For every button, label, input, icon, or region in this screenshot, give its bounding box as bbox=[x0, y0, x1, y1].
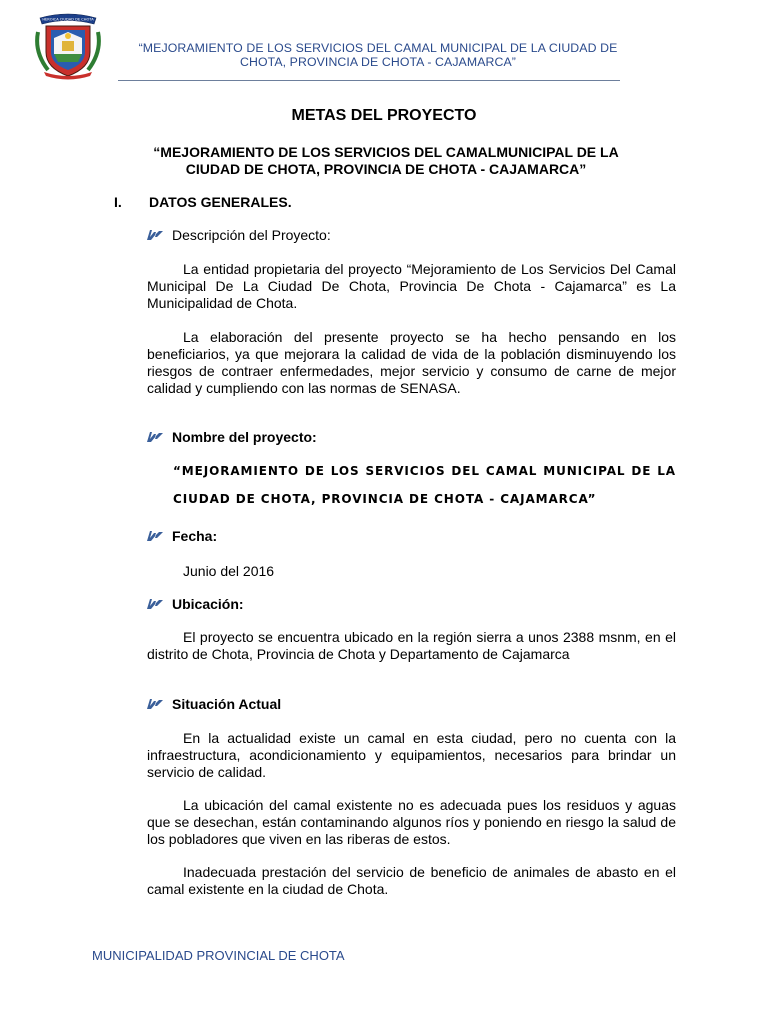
bullet-arrow-icon bbox=[146, 431, 164, 443]
situacion-paragraph-1: En la actualidad existe un camal en esta ciudad, pero no cuenta con la infraestructura, acondicionamiento y equipamientos, necesarios para brindar un servicio de calidad. bbox=[147, 730, 676, 780]
project-title bbox=[100, 144, 672, 178]
svg-text:HEROICA CIUDAD DE CHOTA: HEROICA CIUDAD DE CHOTA bbox=[42, 17, 94, 22]
running-header-line-1: “MEJORAMIENTO DE LOS SERVICIOS DEL CAMAL MUNICIPAL DE LA CIUDAD DE bbox=[138, 41, 618, 55]
running-header bbox=[118, 41, 638, 69]
descripcion-paragraph-1: La entidad propietaria del proyecto “Mejoramiento de Los Servicios Del Camal Municipal De La Ciudad De Chota, Provincia De Chota - Cajamarca” es La Municipalidad de Chota. bbox=[147, 261, 676, 311]
ubicacion-label: Ubicación: bbox=[172, 596, 244, 612]
document-title: METAS DEL PROYECTO bbox=[291, 107, 477, 124]
bullet-situacion bbox=[146, 696, 281, 712]
running-header-line-2: CHOTA, PROVINCIA DE CHOTA - CAJAMARCA” bbox=[240, 55, 516, 69]
bullet-fecha bbox=[146, 528, 217, 544]
nombre-value: “MEJORAMIENTO DE LOS SERVICIOS DEL CAMAL MUNICIPAL DE LA CIUDAD DE CHOTA, PROVINCIA DE CHOTA - CAJAMARCA” bbox=[173, 464, 676, 506]
municipal-coat-of-arms-logo bbox=[32, 8, 104, 80]
bullet-arrow-icon bbox=[146, 530, 164, 542]
fecha-label: Fecha: bbox=[172, 528, 218, 544]
descripcion-label: Descripción del Proyecto: bbox=[172, 227, 331, 243]
section-heading bbox=[114, 194, 292, 210]
ubicacion-paragraph: El proyecto se encuentra ubicado en la región sierra a unos 2388 msnm, en el distrito de Chota, Provincia de Chota y Departamento de Cajamarca bbox=[147, 629, 676, 662]
descripcion-paragraph-2: La elaboración del presente proyecto se ha hecho pensando en los beneficiarios, ya que mejorara la calidad de vida de la población disminuyendo los riesgos de contraer enfermedades, mejor servicio y consumo de carne de mejor calidad y cumpliendo con las normas de SENASA. bbox=[147, 329, 676, 396]
situacion-paragraph-3: Inadecuada prestación del servicio de beneficio de animales de abasto en el camal existente en la ciudad de Chota. bbox=[147, 864, 676, 897]
fecha-value: Junio del 2016 bbox=[183, 563, 275, 579]
bullet-descripcion bbox=[146, 227, 331, 243]
situacion-paragraph-2: La ubicación del camal existente no es adecuada pues los residuos y aguas que se desechan, están contaminando algunos ríos y poniendo en riesgo la salud de los pobladores que viven en las riberas de estos. bbox=[147, 797, 676, 847]
header-divider bbox=[118, 80, 620, 81]
situacion-label: Situación Actual bbox=[172, 696, 282, 712]
project-title-line-1: “MEJORAMIENTO DE LOS SERVICIOS DEL CAMALMUNICIPAL DE LA bbox=[153, 144, 619, 160]
project-title-line-2: CIUDAD DE CHOTA, PROVINCIA DE CHOTA - CAJAMARCA” bbox=[185, 161, 587, 177]
bullet-ubicacion bbox=[146, 596, 244, 612]
bullet-arrow-icon bbox=[146, 229, 164, 241]
section-number: I. bbox=[114, 194, 122, 210]
bullet-nombre bbox=[146, 429, 317, 445]
nombre-label: Nombre del proyecto: bbox=[172, 429, 317, 445]
page-footer: MUNICIPALIDAD PROVINCIAL DE CHOTA bbox=[92, 948, 345, 963]
bullet-arrow-icon bbox=[146, 698, 164, 710]
section-title: DATOS GENERALES. bbox=[149, 194, 292, 210]
bullet-arrow-icon bbox=[146, 598, 164, 610]
